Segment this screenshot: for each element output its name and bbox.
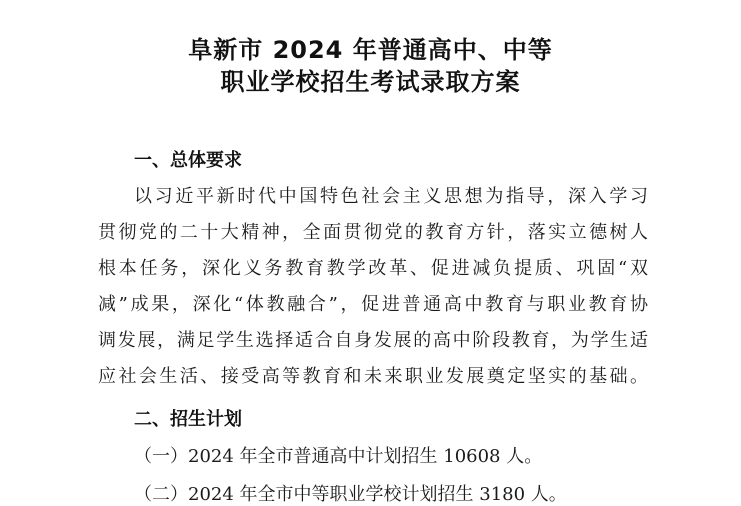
paragraph-line: 根本任务，深化义务教育教学改革、促进减负提质、巩固“双 bbox=[98, 258, 648, 279]
paragraph-line: 贯彻党的二十大精神，全面贯彻党的教育方针，落实立德树人 bbox=[98, 222, 648, 243]
document-title-line-2: 职业学校招生考试录取方案 bbox=[220, 68, 521, 96]
paragraph-line: 以习近平新时代中国特色社会主义思想为指导，深入学习 bbox=[134, 186, 648, 207]
plan-item-high-school: （一）2024 年全市普通高中计划招生 10608 人。 bbox=[134, 446, 543, 467]
paragraph-line: 减”成果，深化“体教融合”，促进普通高中教育与职业教育协 bbox=[98, 294, 648, 315]
paragraph-line: 调发展，满足学生选择适合自身发展的高中阶段教育，为学生适 bbox=[98, 330, 648, 351]
document-title-line-1: 阜新市 2024 年普通高中、中等 bbox=[188, 36, 553, 64]
plan-item-vocational-school: （二）2024 年全市中等职业学校计划招生 3180 人。 bbox=[134, 484, 567, 505]
section-heading-enrollment-plan: 二、招生计划 bbox=[134, 409, 242, 430]
section-heading-general-requirements: 一、总体要求 bbox=[134, 150, 242, 171]
paragraph-line: 应社会生活、接受高等教育和未来职业发展奠定坚实的基础。 bbox=[98, 366, 648, 387]
